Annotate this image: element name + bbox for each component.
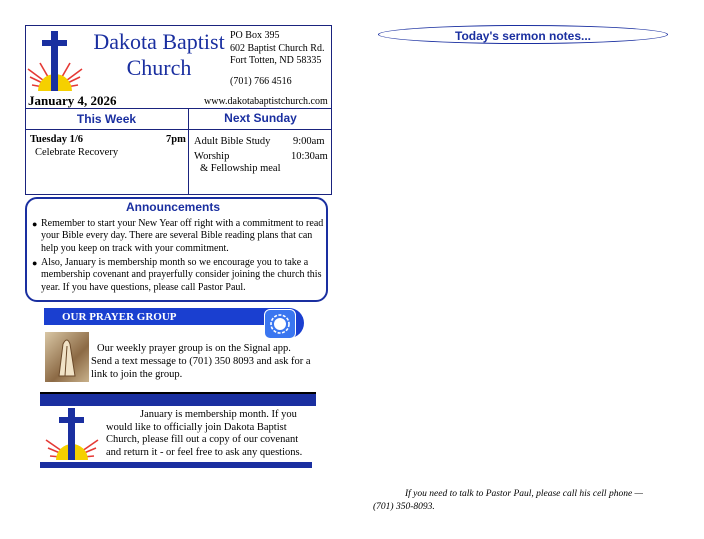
- next-sunday-item-time: 9:00am: [293, 136, 325, 147]
- this-week-time: 7pm: [166, 134, 186, 145]
- announcements-title: Announcements: [125, 200, 220, 214]
- prayer-group-title: OUR PRAYER GROUP: [62, 311, 177, 323]
- next-sunday-item-label: Worship: [194, 151, 230, 162]
- bulletin-date: January 4, 2026: [28, 93, 117, 108]
- sermon-notes-title: Today's sermon notes...: [455, 29, 591, 43]
- address-line: PO Box 395: [230, 30, 280, 41]
- address-line: 602 Baptist Church Rd.: [230, 42, 325, 54]
- membership-top-rule: [40, 392, 316, 406]
- prayer-group-text: Our weekly prayer group is on the Signal app. Send a text message to (701) 350 8093 and ask for a link to join the group.: [91, 343, 311, 380]
- signal-app-icon: [264, 309, 296, 339]
- announcement-item: Also, January is membership month so we encourage you to take a membership covenant and prayerfully consider joining the church this year. If you have questions, please call Pastor Paul.: [41, 257, 322, 293]
- next-sunday-item-label: & Fellowship meal: [200, 163, 281, 174]
- cross-sunrise-logo: [26, 27, 84, 93]
- membership-text: January is membership month. If you would like to officially join Dakota Baptist Church, please fill out a copy of our covenant and return it - or feel free to ask any questions.: [106, 409, 303, 458]
- address-line: Fort Totten, ND 58335: [230, 55, 322, 66]
- this-week-event: Celebrate Recovery: [35, 147, 119, 158]
- bullet-icon: ●: [32, 219, 38, 229]
- this-week-heading: This Week: [76, 112, 137, 126]
- praying-hands-image: [45, 332, 89, 382]
- next-sunday-item-label: Adult Bible Study: [194, 136, 271, 147]
- church-name: Dakota Baptist Church: [93, 29, 225, 80]
- next-sunday-item-time: 10:30am: [291, 151, 328, 162]
- schedule-header-rule: [25, 129, 332, 130]
- announcement-item: Remember to start your New Year off right with a commitment to read your Bible every day. There are several Bible reading plans that can help you keep on track with your commitment.: [41, 218, 324, 254]
- church-phone: (701) 766 4516: [230, 76, 292, 87]
- church-website[interactable]: www.dakotabaptistchurch.com: [204, 96, 328, 107]
- membership-bottom-rule: [40, 462, 312, 468]
- bullet-icon: ●: [32, 258, 38, 268]
- address: [230, 30, 324, 68]
- pastor-contact-note: If you need to talk to Pastor Paul, please call his cell phone — (701) 350-8093.: [373, 489, 643, 512]
- cross-sunrise-logo: [44, 406, 100, 462]
- this-week-day: Tuesday 1/6: [30, 134, 84, 145]
- next-sunday-heading: Next Sunday: [224, 111, 297, 125]
